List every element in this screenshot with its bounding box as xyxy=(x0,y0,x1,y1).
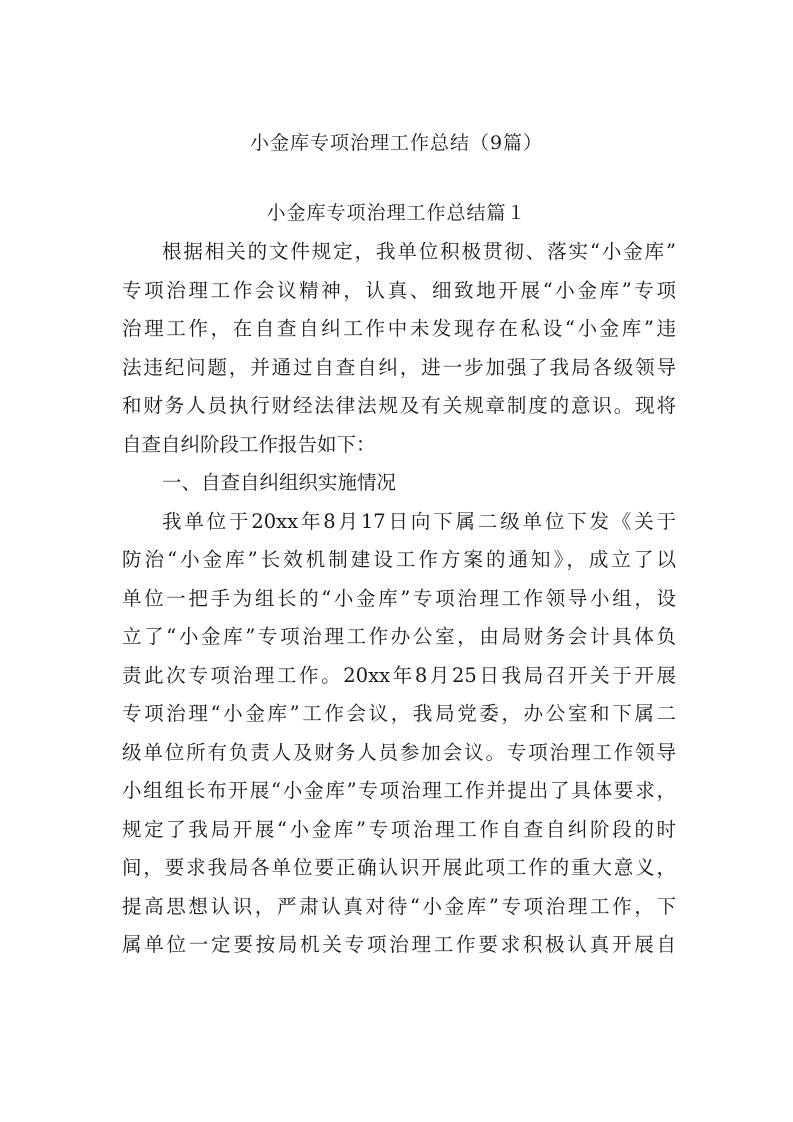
paragraph-line: 根据相关的文件规定，我单位积极贯彻、落实“小金库” xyxy=(162,240,676,263)
paragraph-line: 专项治理工作会议精神，认真、细致地开展“小金库”专项 xyxy=(122,278,676,302)
section-title: 小金库专项治理工作总结篇１ xyxy=(266,202,527,224)
paragraph-line: 法违纪问题，并通过自查自纠，进一步加强了我局各级领导 xyxy=(122,355,676,379)
paragraph-line: 小组组长布开展“小金库”专项治理工作并提出了具体要求， xyxy=(122,779,676,802)
paragraph-line: 规定了我局开展“小金库”专项治理工作自查自纠阶段的时 xyxy=(122,817,676,841)
paragraph-line: 专项治理“小金库”工作会议，我局党委，办公室和下属二 xyxy=(122,702,676,725)
paragraph-line: 间，要求我局各单位要正确认识开展此项工作的重大意义， xyxy=(122,856,676,879)
paragraph-line: 立了“小金库”专项治理工作办公室，由局财务会计具体负 xyxy=(122,625,676,648)
paragraph-line: 级单位所有负责人及财务人员参加会议。专项治理工作领导 xyxy=(122,740,676,764)
paragraph-line: 防治“小金库”长效机制建设工作方案的通知》，成立了以 xyxy=(122,548,676,571)
paragraph-line: 责此次专项治理工作。20xx年8月25日我局召开关于开展 xyxy=(122,663,676,687)
paragraph-line: 和财务人员执行财经法律法规及有关规章制度的意识。现将 xyxy=(122,394,676,417)
paragraph-line: 提高思想认识，严肃认真对待“小金库”专项治理工作，下 xyxy=(122,894,676,918)
document-title: 小金库专项治理工作总结（9篇） xyxy=(249,132,544,154)
subheading: 一、自查自纠组织实施情况 xyxy=(162,471,397,494)
paragraph-line: 自查自纠阶段工作报告如下： xyxy=(122,432,376,456)
paragraph-line: 我单位于20xx年8月17日向下属二级单位下发《关于 xyxy=(162,509,676,533)
paragraph-line: 治理工作，在自查自纠工作中未发现存在私设“小金库”违 xyxy=(122,317,676,340)
paragraph-line: 单位一把手为组长的“小金库”专项治理工作领导小组，设 xyxy=(122,586,676,610)
paragraph-line: 属单位一定要按局机关专项治理工作要求积极认真开展自 xyxy=(122,933,676,956)
body-text xyxy=(122,233,676,965)
